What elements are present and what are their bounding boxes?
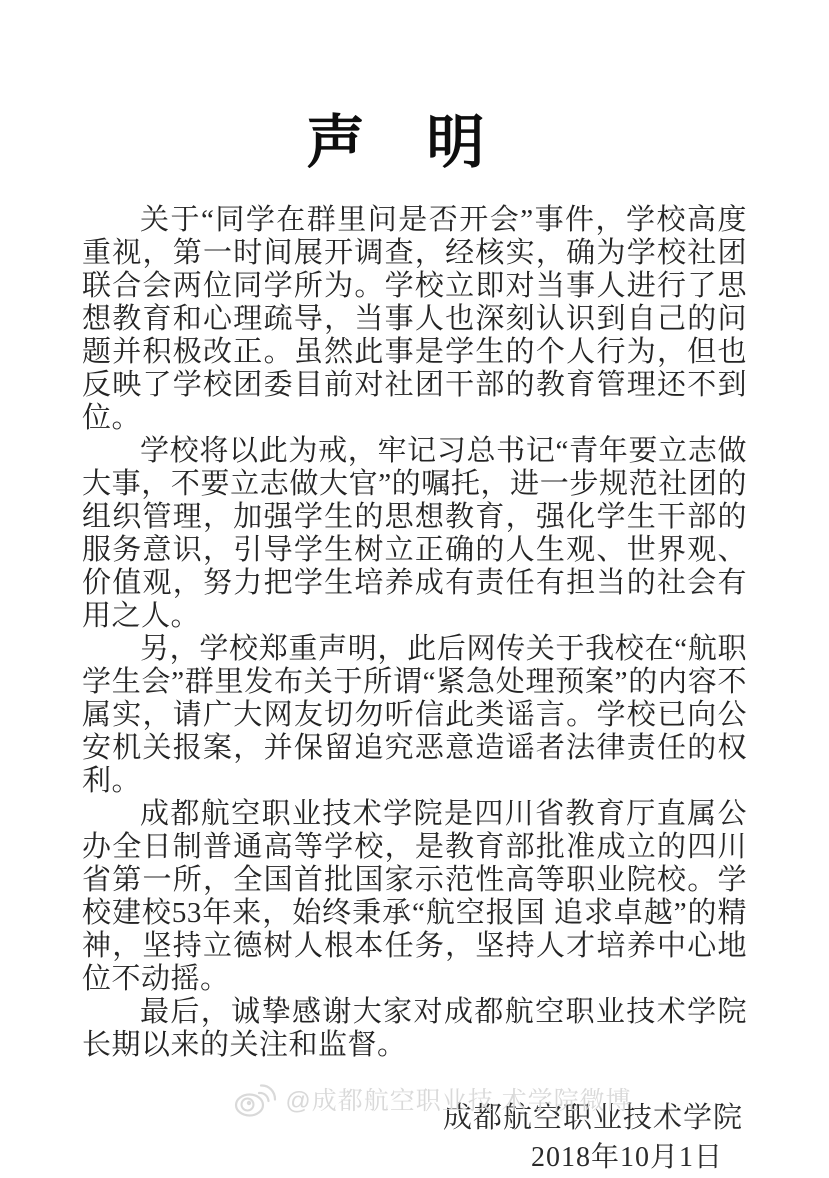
signature-school-name: 成都航空职业技术学院 [442, 1102, 743, 1134]
weibo-icon [233, 1080, 277, 1118]
paragraph-thanks: 最后，诚挚感谢大家对成都航空职业技术学院长期以来的关注和监督。 [82, 996, 747, 1061]
paragraph-incident: 关于“同学在群里问是否开会”事件，学校高度重视，第一时间展开调查，经核实，确为学校社团联合会两位同学所为。学校立即对当事人进行了思想教育和心理疏导，当事人也深刻认识到自己的问题并积极改正。虽然此事是学生的个人行为，但也反映了学校团委目前对社团干部的教育管理还不到位。 [82, 204, 747, 434]
document-title: 声 明 [306, 110, 487, 175]
watermark [36, 1080, 829, 1118]
paragraph-school-intro: 成都航空职业技术学院是四川省教育厅直属公办全日制普通高等学校，是教育部批准成立的四川省第一所，全国首批国家示范性高等职业院校。学校建校53年来，始终秉承“航空报国 追求卓越”的精神，坚持立德树人根本任务，坚持人才培养中心地位不动摇。 [82, 798, 747, 995]
paragraph-rumor-denial: 另，学校郑重声明，此后网传关于我校在“航职学生会”群里发布关于所谓“紧急处理预案”的内容不属实，请广大网友切勿听信此类谣言。学校已向公安机关报案，并保留追究恶意造谣者法律责任的权利。 [82, 633, 747, 797]
signature-date: 2018年10月1日 [530, 1142, 723, 1173]
watermark-text: @成都航空职业技 术学院微博 [285, 1087, 632, 1115]
paragraph-measures: 学校将以此为戒，牢记习总书记“青年要立志做大事，不要立志做大官”的嘱托，进一步规范社团的组织管理，加强学生的思想教育，强化学生干部的服务意识，引导学生树立正确的人生观、世界观、价值观，努力把学生培养成有责任有担当的社会有用之人。 [82, 435, 747, 632]
document-body [82, 204, 747, 1062]
